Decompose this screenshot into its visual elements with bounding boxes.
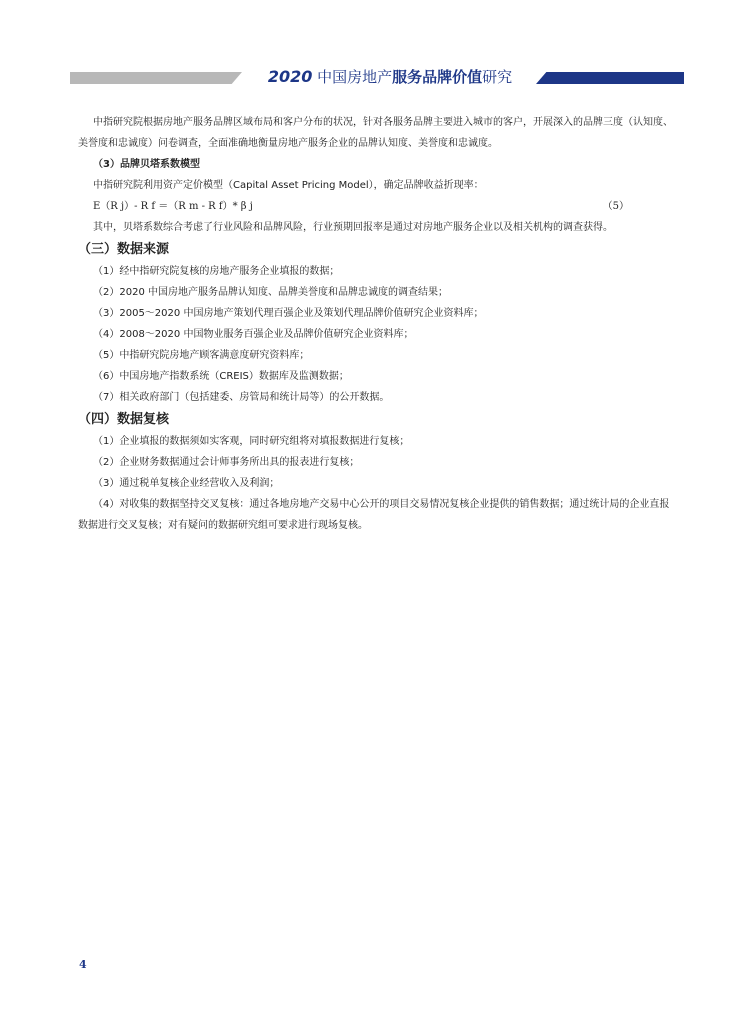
list-item: （4）对收集的数据坚持交叉复核：通过各地房地产交易中心公开的项目交易情况复核企业提供的销售数据；通过统计局的企业直报数据进行交叉复核；对有疑问的数据研究组可要求进行现场复核。: [78, 499, 670, 531]
formula-line: [78, 196, 675, 217]
header-title-pre: 中国房地产: [317, 68, 393, 86]
header-year: 2020: [267, 67, 313, 86]
list-item: （4）2008～2020 中国物业服务百强企业及品牌价值研究企业资料库；: [93, 329, 414, 340]
section-title-data-sources: （三）数据来源: [78, 242, 170, 257]
header-title: [250, 66, 530, 87]
list-item: （1）经中指研究院复核的房地产服务企业填报的数据；: [93, 266, 340, 277]
beta-explanation: 其中，贝塔系数综合考虑了行业风险和品牌风险，行业预期回报率是通过对房地产服务企业以及相关机构的调查获得。: [93, 222, 613, 233]
list-item: （2）2020 中国房地产服务品牌认知度、品牌美誉度和品牌忠诚度的调查结果；: [93, 287, 448, 298]
header-title-bold: 服务品牌价值: [392, 68, 483, 86]
list-item: （6）中国房地产指数系统（CREIS）数据库及监测数据；: [93, 371, 349, 382]
list-item: （7）相关政府部门（包括建委、房管局和统计局等）的公开数据。: [93, 392, 390, 403]
formula-text: E（R j）- R f ＝（R m - R f）* β j: [93, 201, 253, 212]
section-title-data-review: （四）数据复核: [78, 412, 170, 427]
header-title-post: 研究: [482, 68, 513, 86]
list-item: （3）通过税单复核企业经营收入及利润；: [93, 478, 280, 489]
page-number: 4: [79, 958, 87, 971]
header-bar-right: [536, 72, 684, 84]
beta-heading: （3）品牌贝塔系数模型: [93, 159, 200, 170]
list-item: （5）中指研究院房地产顾客满意度研究资料库；: [93, 350, 310, 361]
list-item: （3）2005～2020 中国房地产策划代理百强企业及策划代理品牌价值研究企业资料库；: [93, 308, 484, 319]
intro-paragraph: 中指研究院根据房地产服务品牌区域布局和客户分布的状况，针对各服务品牌主要进入城市的客户，开展深入的品牌三度（认知度、美誉度和忠诚度）问卷调查，全面准确地衡量房地产服务企业的品牌认知度、美誉度和忠诚度。: [78, 117, 673, 149]
page-content: [78, 112, 675, 536]
list-item: （2）企业财务数据通过会计师事务所出具的报表进行复核；: [93, 457, 360, 468]
formula-number: （5）: [602, 201, 629, 212]
capm-intro: 中指研究院利用资产定价模型（Capital Asset Pricing Model），确定品牌收益折现率：: [93, 180, 484, 191]
list-item: （1）企业填报的数据须如实客观，同时研究组将对填报数据进行复核；: [93, 436, 410, 447]
header-bar-left: [70, 72, 242, 84]
